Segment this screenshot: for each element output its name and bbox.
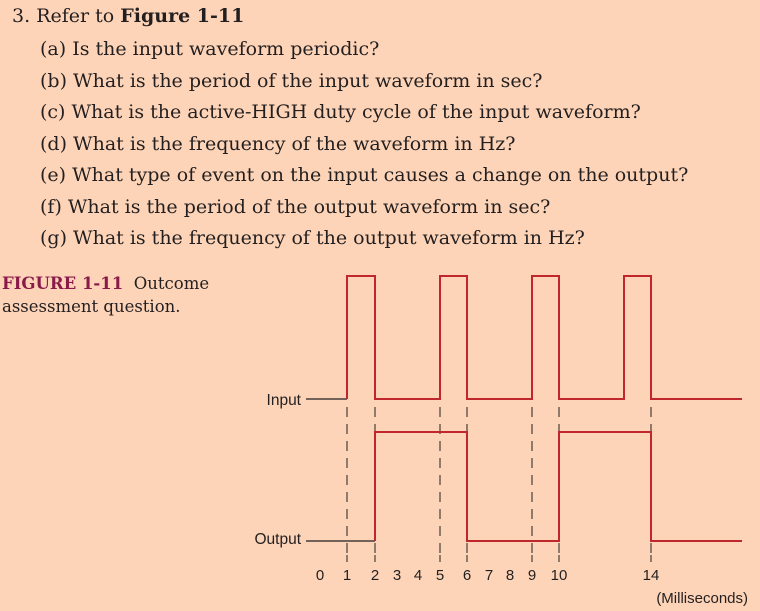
question-intro: Refer to bbox=[36, 5, 115, 27]
part-text: What is the active-HIGH duty cycle of the input waveform? bbox=[71, 101, 641, 123]
tick-label: 7 bbox=[484, 567, 494, 584]
part-label: (a) bbox=[40, 38, 67, 60]
figure-label: FIGURE 1-11 bbox=[2, 274, 124, 293]
question-number: 3. bbox=[12, 5, 31, 27]
tick-label: 0 bbox=[315, 567, 325, 584]
part-text: Is the input waveform periodic? bbox=[72, 38, 380, 60]
tick-label: 9 bbox=[527, 567, 537, 584]
tick-label: 5 bbox=[435, 567, 445, 584]
tick-label: 14 bbox=[642, 567, 660, 584]
part-label: (b) bbox=[40, 69, 67, 92]
tick-label: 10 bbox=[550, 567, 568, 584]
part-label: (d) bbox=[40, 132, 67, 155]
tick-label: 4 bbox=[413, 567, 423, 584]
input-label: Input bbox=[266, 392, 301, 409]
tick-label: 1 bbox=[342, 567, 352, 584]
part-text: What type of event on the input causes a change on the output? bbox=[72, 164, 689, 186]
part-text: What is the period of the output waveform in sec? bbox=[67, 195, 551, 218]
part-text: What is the frequency of the waveform in Hz? bbox=[73, 132, 516, 155]
axis-ticks bbox=[347, 555, 651, 562]
part-label: (g) bbox=[40, 227, 67, 249]
part-label: (f) bbox=[40, 195, 62, 218]
figure-caption-text: Outcome assessment question. bbox=[2, 274, 210, 316]
tick-label: 6 bbox=[462, 567, 472, 584]
guide-lines bbox=[347, 407, 651, 558]
input-waveform bbox=[347, 276, 742, 399]
output-waveform bbox=[375, 432, 742, 541]
part-text: What is the frequency of the output waveform in Hz? bbox=[73, 227, 585, 249]
output-label: Output bbox=[254, 531, 301, 548]
part-label: (e) bbox=[40, 164, 67, 186]
tick-label: 2 bbox=[370, 567, 380, 584]
figure-reference: Figure 1-11 bbox=[120, 5, 245, 27]
axis-unit-label: (Milliseconds) bbox=[656, 590, 748, 607]
tick-label: 3 bbox=[392, 567, 402, 584]
part-text: What is the period of the input waveform in sec? bbox=[73, 69, 543, 92]
part-label: (c) bbox=[40, 101, 66, 123]
tick-labels bbox=[316, 567, 660, 584]
tick-label: 8 bbox=[505, 567, 515, 584]
